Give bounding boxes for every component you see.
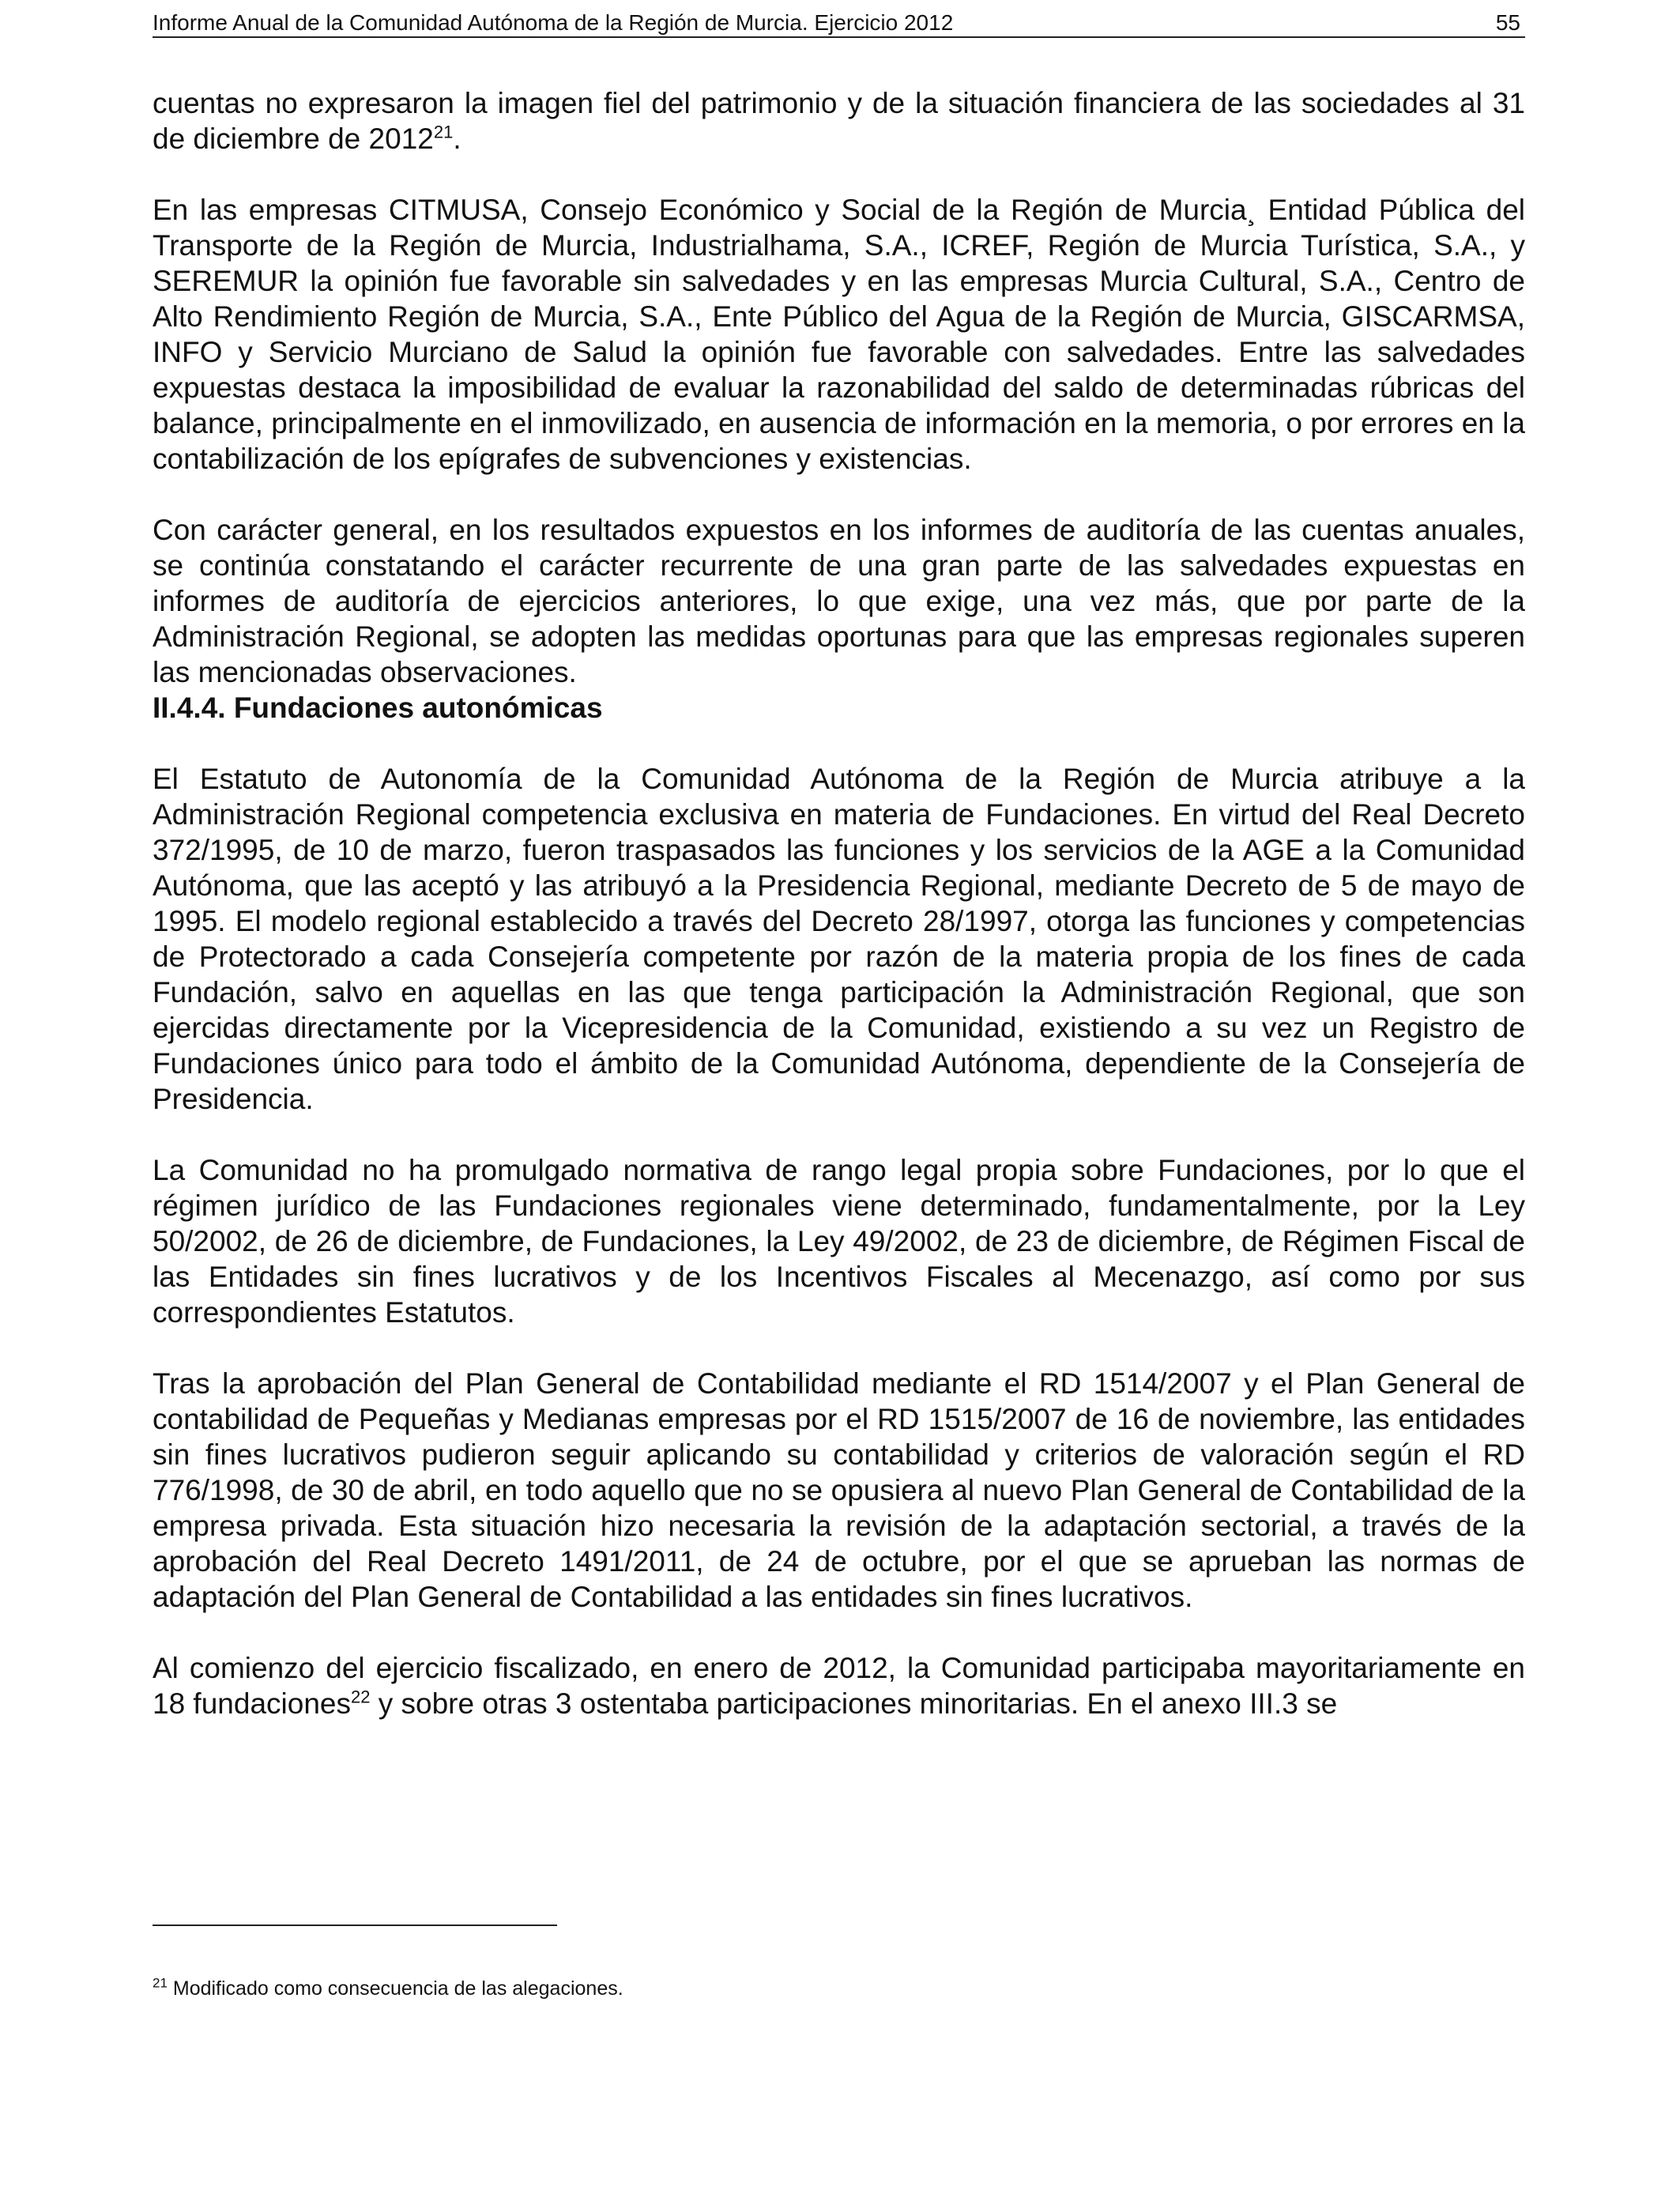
paragraph-5: La Comunidad no ha promulgado normativa de rango legal propia sobre Fundaciones, por lo que el régimen jurídico de las Fundaciones regionales viene determinado, fundamentalmente, por la Ley 50/2002, de 26 de diciembre, de Fundaciones, la Ley 49/2002, de 23 de diciembre, de Régimen Fiscal de las Entidades sin fines lucrativos y de los Incentivos Fiscales al Mecenazgo, así como por sus correspondientes Estatutos. xyxy=(153,1154,1525,1329)
paragraph-7: Al comienzo del ejercicio fiscalizado, en enero de 2012, la Comunidad participaba mayoritariamente en 18 fundaciones$^{22}$ y sobre otras 3 ostentaba participaciones minoritarias. En el anexo III.3 se xyxy=(153,1652,1525,1720)
footnote-number: 21 xyxy=(153,1975,168,1991)
footnote-21 xyxy=(153,1976,623,2001)
document-body xyxy=(153,85,1525,1721)
footnote-ref-22[interactable]: 22 xyxy=(350,1687,371,1707)
page-header xyxy=(153,5,1525,38)
page-number: 55 xyxy=(1495,10,1520,35)
footnote-separator xyxy=(153,1924,557,1926)
paragraph-3: Con carácter general, en los resultados expuestos en los informes de auditoría de las cuentas anuales, se continúa constatando el carácter recurrente de una gran parte de las salvedades expuestas en informes de auditoría de ejercicios anteriores, lo que exige, una vez más, que por parte de la Administración Regional, se adopten las medidas oportunas para que las empresas regionales superen las mencionadas observaciones. xyxy=(153,514,1525,688)
footnote-text: Modificado como consecuencia de las alegaciones. xyxy=(172,1977,623,2000)
section-heading: II.4.4. Fundaciones autonómicas xyxy=(153,692,603,724)
paragraph-2: En las empresas CITMUSA, Consejo Económico y Social de la Región de Murcia¸ Entidad Pública del Transporte de la Región de Murcia, Industrialhama, S.A., ICREF, Región de Murcia Turística, S.A., y SEREMUR la opinión fue favorable sin salvedades y en las empresas Murcia Cultural, S.A., Centro de Alto Rendimiento Región de Murcia, S.A., Ente Público del Agua de la Región de Murcia, GISCARMSA, INFO y Servicio Murciano de Salud la opinión fue favorable con salvedades. Entre las salvedades expuestas destaca la imposibilidad de evaluar la razonabilidad del saldo de determinadas rúbricas del balance, principalmente en el inmovilizado, en ausencia de información en la memoria, o por errores en la contabilización de los epígrafes de subvenciones y existencias. xyxy=(153,194,1525,475)
paragraph-1: cuentas no expresaron la imagen fiel del patrimonio y de la situación financiera de las sociedades al 31 de diciembre de 2012$^{21}$. xyxy=(153,87,1525,155)
footnote-ref-21[interactable]: 21 xyxy=(433,122,454,142)
paragraph-6: Tras la aprobación del Plan General de Contabilidad mediante el RD 1514/2007 y el Plan General de contabilidad de Pequeñas y Medianas empresas por el RD 1515/2007 de 16 de noviembre, las entidades sin fines lucrativos pudieron seguir aplicando su contabilidad y criterios de valoración según el RD 776/1998, de 30 de abril, en todo aquello que no se opusiera al nuevo Plan General de Contabilidad de la empresa privada. Esta situación hizo necesaria la revisión de la adaptación sectorial, a través de la aprobación del Real Decreto 1491/2011, de 24 de octubre, por el que se aprueban las normas de adaptación del Plan General de Contabilidad a las entidades sin fines lucrativos. xyxy=(153,1367,1525,1613)
paragraph-4: El Estatuto de Autonomía de la Comunidad Autónoma de la Región de Murcia atribuye a la Administración Regional competencia exclusiva en materia de Fundaciones. En virtud del Real Decreto 372/1995, de 10 de marzo, fueron traspasados las funciones y los servicios de la AGE a la Comunidad Autónoma, que las aceptó y las atribuyó a la Presidencia Regional, mediante Decreto de 5 de mayo de 1995. El modelo regional establecido a través del Decreto 28/1997, otorga las funciones y competencias de Protectorado a cada Consejería competente por razón de la materia propia de los fines de cada Fundación, salvo en aquellas en las que tenga participación la Administración Regional, que son ejercidas directamente por la Vicepresidencia de la Comunidad, existiendo a su vez un Registro de Fundaciones único para todo el ámbito de la Comunidad Autónoma, dependiente de la Consejería de Presidencia. xyxy=(153,763,1525,1115)
header-title: Informe Anual de la Comunidad Autónoma de la Región de Murcia. Ejercicio 2012 xyxy=(153,10,954,35)
